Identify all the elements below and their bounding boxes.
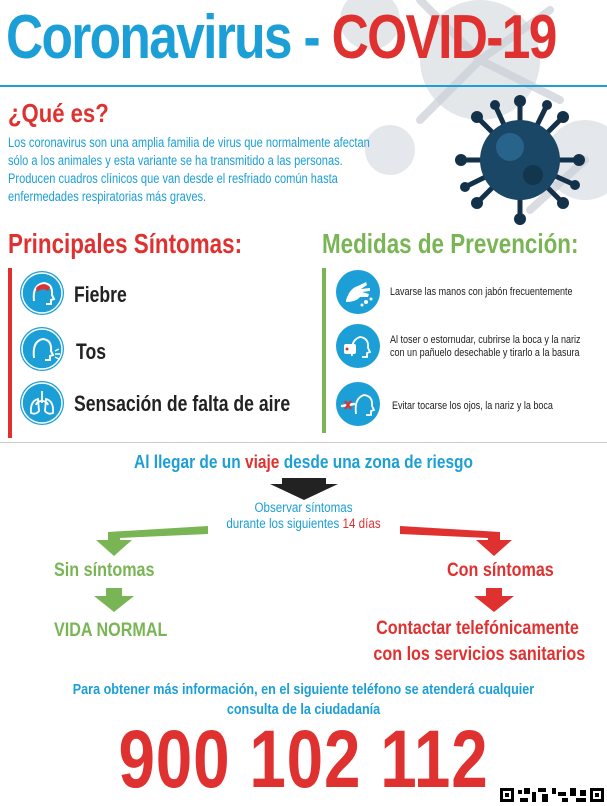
symptom-tos: Tos bbox=[76, 339, 106, 364]
observe-line2 bbox=[42, 516, 564, 532]
cough-head-icon bbox=[20, 327, 64, 371]
flow-heading-part1: Al llegar de un bbox=[134, 452, 245, 472]
sintomas-heading: Principales Síntomas: bbox=[8, 228, 243, 259]
info-line1: Para obtener más información, en el siguiente teléfono se atenderá cualquier bbox=[72, 681, 535, 698]
que-es-heading: ¿Qué es? bbox=[8, 98, 109, 128]
qr-code-image bbox=[498, 784, 607, 803]
flow-heading-viaje: viaje bbox=[244, 452, 280, 472]
phone-number[interactable]: 900 102 112 bbox=[118, 714, 489, 805]
fever-head-icon bbox=[20, 271, 64, 315]
contact-line2: con los servicios sanitarios bbox=[373, 644, 586, 665]
sintomas-divider bbox=[8, 268, 12, 438]
que-es-line: sólo a los animales y esta variante se ha transmitido a las personas. bbox=[8, 153, 343, 168]
prevention-toser-line2: con un pañuelo desechable y tirarlo a la basura bbox=[390, 347, 580, 359]
observe-line1: Observar síntomas bbox=[254, 500, 353, 515]
prevention-toser bbox=[390, 334, 581, 360]
prevencion-heading: Medidas de Prevención: bbox=[322, 228, 579, 259]
que-es-line: Los coronavirus son una amplia familia de virus que normalmente afectan bbox=[8, 135, 370, 150]
symptom-fiebre: Fiebre bbox=[74, 282, 127, 307]
observe-symptoms bbox=[42, 500, 564, 532]
title-separator: - bbox=[290, 3, 332, 72]
no-touch-face-icon bbox=[336, 382, 380, 426]
flow-heading bbox=[42, 452, 564, 473]
con-sintomas-label: Con síntomas bbox=[447, 560, 554, 581]
flow-heading-part3: desde una zona de riesgo bbox=[279, 452, 473, 472]
title-covid: COVID-19 bbox=[331, 3, 556, 72]
section-separator bbox=[0, 442, 607, 443]
que-es-line: Producen cuadros clínicos que van desde el resfriado común hasta bbox=[8, 171, 338, 186]
info-line2: consulta de la ciudadanía bbox=[226, 701, 381, 718]
page-title bbox=[6, 2, 556, 82]
contact-line1: Contactar telefónicamente bbox=[376, 618, 579, 639]
vida-normal-label: VIDA NORMAL bbox=[54, 620, 168, 641]
prevention-lavarse: Lavarse las manos con jabón frecuentemente bbox=[390, 286, 573, 298]
red-down-arrow bbox=[474, 588, 514, 612]
observe-days: 14 días bbox=[342, 516, 381, 531]
lungs-icon bbox=[20, 381, 64, 425]
tissue-icon bbox=[336, 324, 380, 368]
flow-arrows bbox=[0, 476, 607, 626]
prevention-toser-line1: Al toser o estornudar, cubrirse la boca y la nariz bbox=[390, 334, 581, 346]
symptom-falta-aire: Sensación de falta de aire bbox=[74, 391, 291, 416]
title-coronavirus: Coronavirus bbox=[6, 3, 291, 72]
sin-sintomas-label: Sin síntomas bbox=[54, 560, 155, 581]
green-down-arrow bbox=[94, 588, 134, 612]
prevention-evitar: Evitar tocarse los ojos, la nariz y la boca bbox=[392, 400, 553, 412]
contact-label bbox=[373, 616, 586, 668]
coronavirus-icon bbox=[455, 95, 585, 225]
dark-down-arrow bbox=[270, 478, 338, 500]
observe-line2-text: durante los siguientes bbox=[226, 516, 343, 531]
que-es-line: enfermedades respiratorias más graves. bbox=[8, 189, 207, 204]
handwash-icon bbox=[336, 270, 380, 314]
que-es-description bbox=[8, 134, 418, 206]
title-underline bbox=[0, 85, 607, 87]
prevencion-divider bbox=[322, 268, 326, 433]
